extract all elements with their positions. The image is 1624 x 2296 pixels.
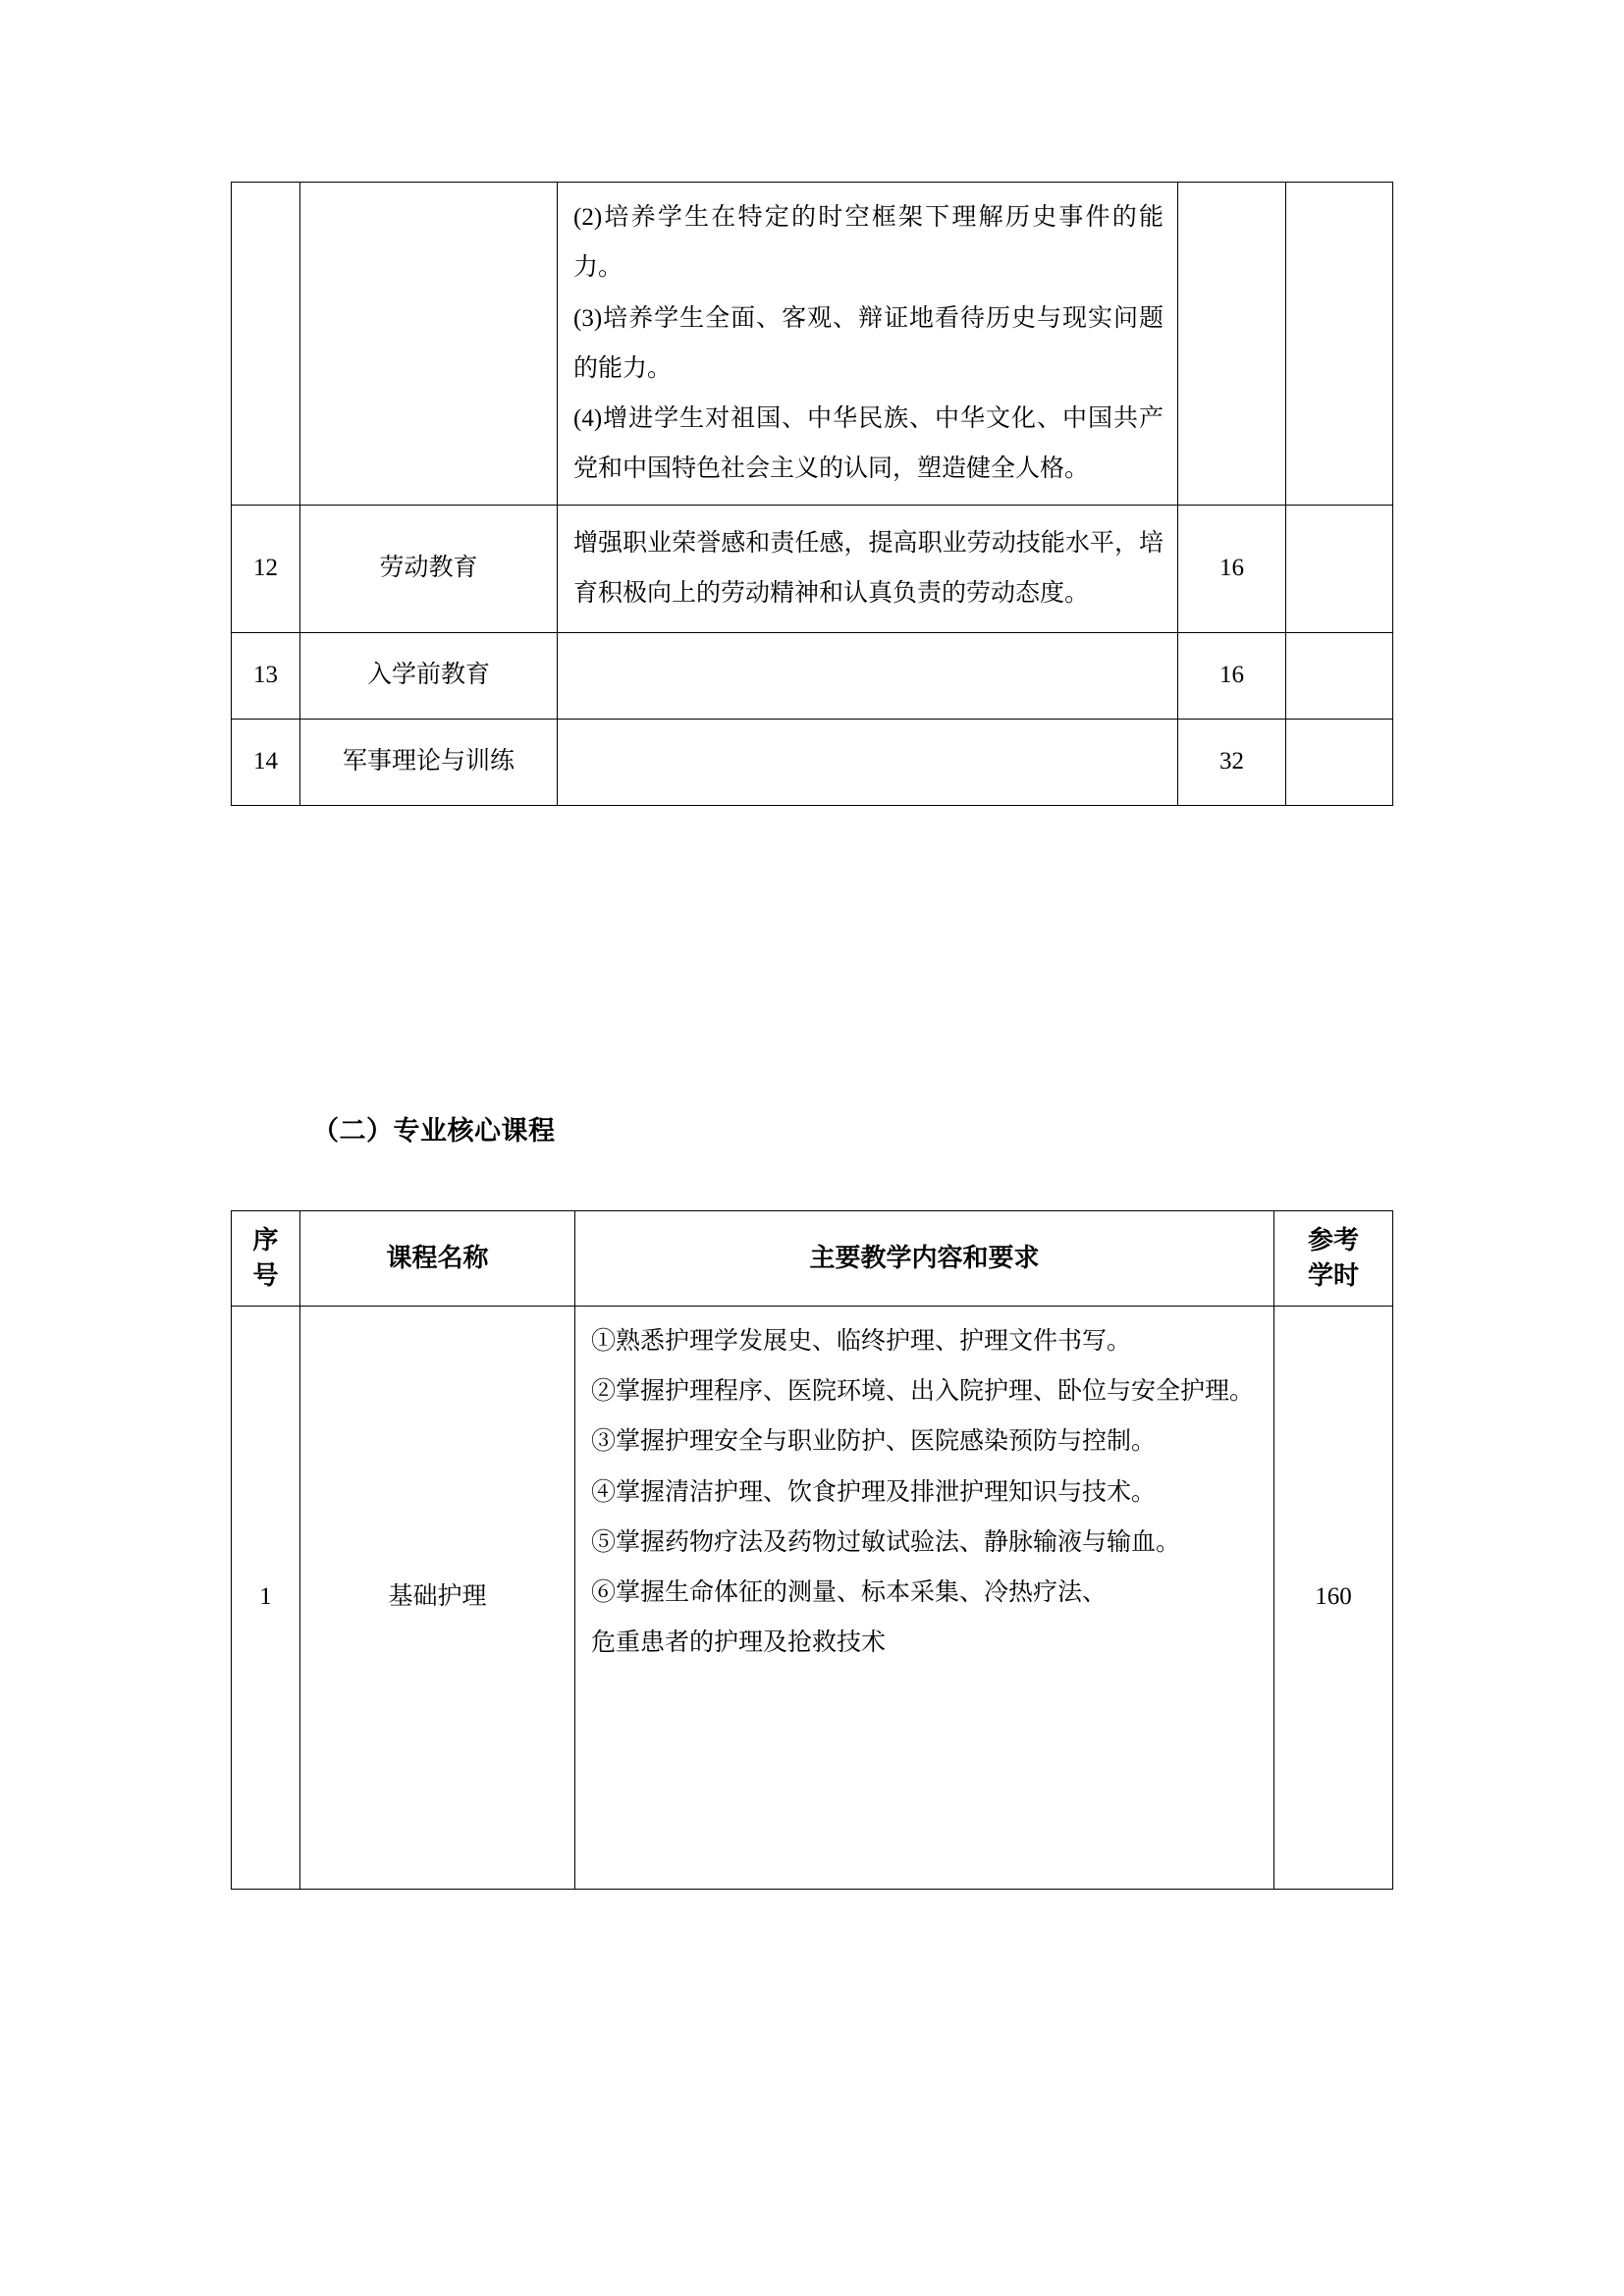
course-name-cell: 基础护理 — [300, 1306, 575, 1889]
content-line: (2)培养学生在特定的时空框架下理解历史事件的能力。 — [573, 204, 1164, 282]
header-sequence-number — [232, 1211, 300, 1307]
table-row — [232, 719, 1393, 805]
row-number-cell — [232, 183, 300, 506]
row-number-cell: 1 — [232, 1306, 300, 1889]
row-number-cell: 13 — [232, 632, 300, 719]
header-hours-line2: 学时 — [1307, 1259, 1359, 1290]
extra-cell — [1286, 183, 1393, 506]
reference-hours-cell: 16 — [1178, 632, 1286, 719]
content-line: ⑥掌握生命体征的测量、标本采集、冷热疗法、 — [591, 1579, 1108, 1606]
reference-hours-cell: 160 — [1274, 1306, 1393, 1889]
course-name-cell: 入学前教育 — [300, 632, 558, 719]
row-number-cell: 14 — [232, 719, 300, 805]
reference-hours-cell: 32 — [1178, 719, 1286, 805]
header-sequence-line1: 序 — [252, 1225, 279, 1255]
content-line: ④掌握清洁护理、饮食护理及排泄护理知识与技术。 — [591, 1478, 1157, 1506]
public-courses-table — [231, 182, 1393, 806]
course-content-cell — [575, 1306, 1274, 1889]
content-line: ①熟悉护理学发展史、临终护理、护理文件书写。 — [591, 1327, 1132, 1355]
table-row — [232, 632, 1393, 719]
table-row — [232, 505, 1393, 632]
course-content-cell — [558, 719, 1178, 805]
table-row — [232, 1306, 1393, 1889]
reference-hours-cell — [1178, 183, 1286, 506]
header-hours-line1: 参考 — [1307, 1225, 1359, 1255]
content-line: ②掌握护理程序、医院环境、出入院护理、卧位与安全护理。 — [591, 1378, 1255, 1405]
content-line: (3)培养学生全面、客观、辩证地看待历史与现实问题的能力。 — [573, 304, 1164, 382]
section-heading: （二）专业核心课程 — [312, 1116, 556, 1146]
extra-cell — [1286, 719, 1393, 805]
table-header-row — [232, 1211, 1393, 1307]
extra-cell — [1286, 505, 1393, 632]
course-content-cell — [558, 632, 1178, 719]
content-line: ③掌握护理安全与职业防护、医院感染预防与控制。 — [591, 1428, 1157, 1456]
extra-cell — [1286, 632, 1393, 719]
row-number-cell: 12 — [232, 505, 300, 632]
table-row — [232, 183, 1393, 506]
header-content-requirements: 主要教学内容和要求 — [575, 1211, 1274, 1307]
course-name-cell: 劳动教育 — [300, 505, 558, 632]
content-line: 危重患者的护理及抢救技术 — [591, 1629, 887, 1657]
course-name-cell: 军事理论与训练 — [300, 719, 558, 805]
header-course-name: 课程名称 — [300, 1211, 575, 1307]
course-name-cell — [300, 183, 558, 506]
course-content-cell — [558, 183, 1178, 506]
header-reference-hours — [1274, 1211, 1393, 1307]
course-content-cell — [558, 505, 1178, 632]
content-line: ⑤掌握药物疗法及药物过敏试验法、静脉输液与输血。 — [591, 1528, 1181, 1556]
content-line: 增强职业荣誉感和责任感，提高职业劳动技能水平，培育积极向上的劳动精神和认真负责的劳动态度。 — [573, 529, 1164, 607]
reference-hours-cell: 16 — [1178, 505, 1286, 632]
core-courses-table — [231, 1210, 1393, 1890]
content-line: (4)增进学生对祖国、中华民族、中华文化、中国共产党和中国特色社会主义的认同，塑造健全人格。 — [573, 405, 1164, 483]
header-sequence-line2: 号 — [252, 1259, 279, 1290]
